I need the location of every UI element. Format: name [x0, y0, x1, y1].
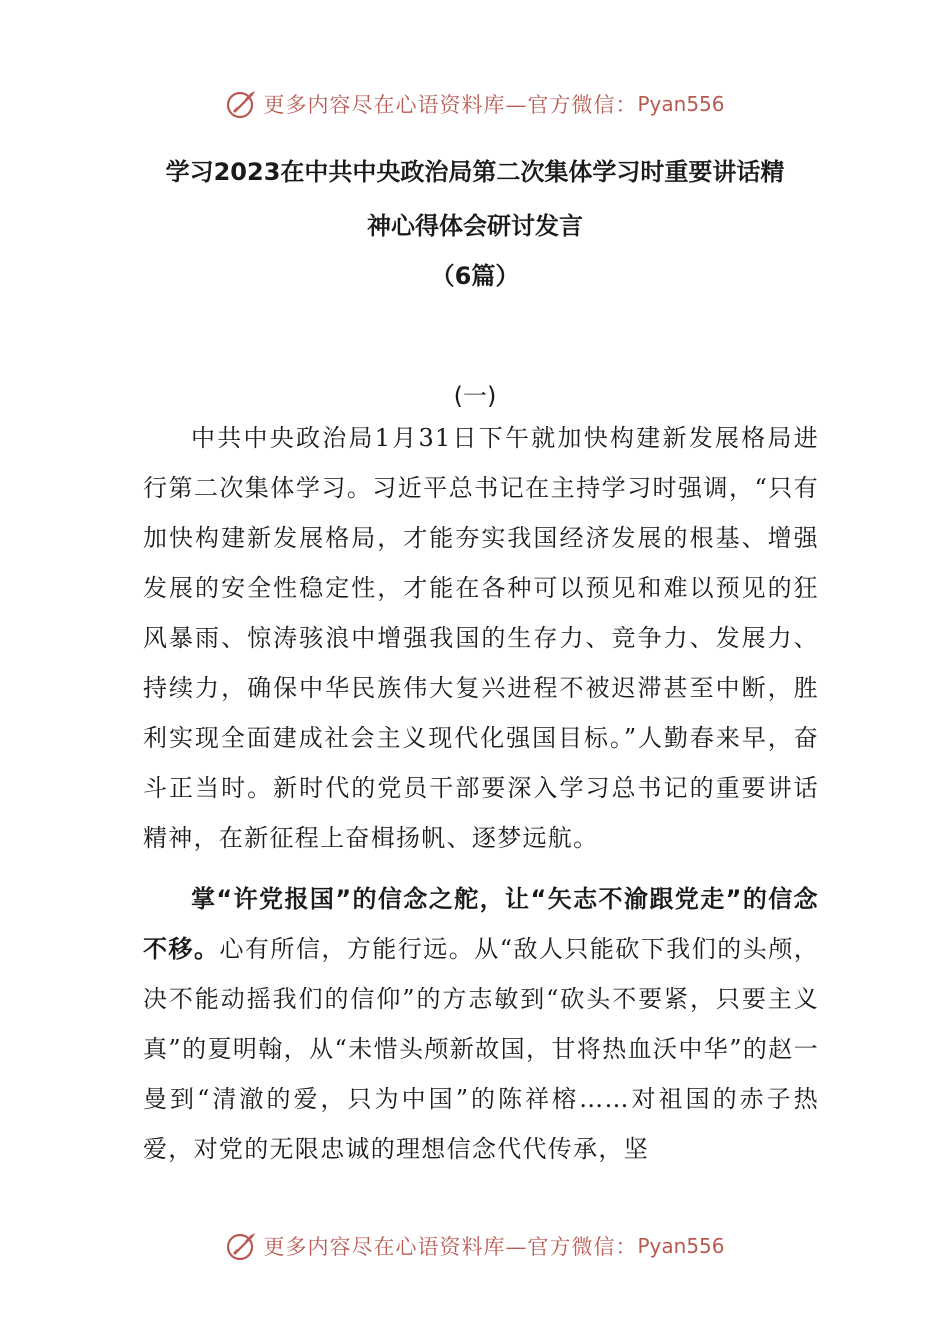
- paragraph-2-heading: 掌“许党报国”的信念之舵，让“矢志不渝跟党走”的信念不移。: [143, 885, 819, 963]
- paragraph-2-body: 心有所信，方能行远。从“敌人只能砍下我们的头颅，决不能动摇我们的信仰”的方志敏到“砍头不要紧，只要主义真”的夏明翰，从“未惜头颅新故国，甘将热血沃中华”的赵一曼到“清澈的爱，只为中国”的陈祥榕……对祖国的赤子热爱，对党的无限忠诚的理想信念代代传承，坚: [143, 935, 819, 1163]
- quill-logo-icon: [225, 87, 259, 121]
- body-paragraph-1: 中共中央政治局1月31日下午就加快构建新发展格局进行第二次集体学习。习近平总书记在主持学习时强调，“只有加快构建新发展格局，才能夯实我国经济发展的根基、增强发展的安全性稳定性，才能在各种可以预见和难以预见的狂风暴雨、惊涛骇浪中增强我国的生存力、竞争力、发展力、持续力，确保中华民族伟大复兴进程不被迟滞甚至中断，胜利实现全面建成社会主义现代化强国目标。”人勤春来早，奋斗正当时。新时代的党员干部要深入学习总书记的重要讲话精神，在新征程上奋楫扬帆、逐梦远航。: [143, 424, 819, 852]
- watermark-header: [0, 84, 950, 124]
- section-number: (一): [453, 382, 497, 410]
- watermark-wechat-id: Pyan556: [637, 92, 725, 116]
- document-title-line-1: 学习2023在中共中央政治局第二次集体学习时重要讲话精: [165, 158, 785, 186]
- watermark-wechat-id: Pyan556: [637, 1234, 725, 1258]
- document-title-count: （6篇）: [430, 262, 520, 290]
- quill-logo-icon: [225, 1229, 259, 1263]
- watermark-footer: [0, 1226, 950, 1266]
- document-title-line-2: 神心得体会研讨发言: [367, 212, 583, 240]
- watermark-text: 更多内容尽在心语资料库—官方微信：: [263, 1235, 638, 1259]
- watermark-text: 更多内容尽在心语资料库—官方微信：: [263, 93, 638, 117]
- body-paragraph-2: [143, 874, 819, 1174]
